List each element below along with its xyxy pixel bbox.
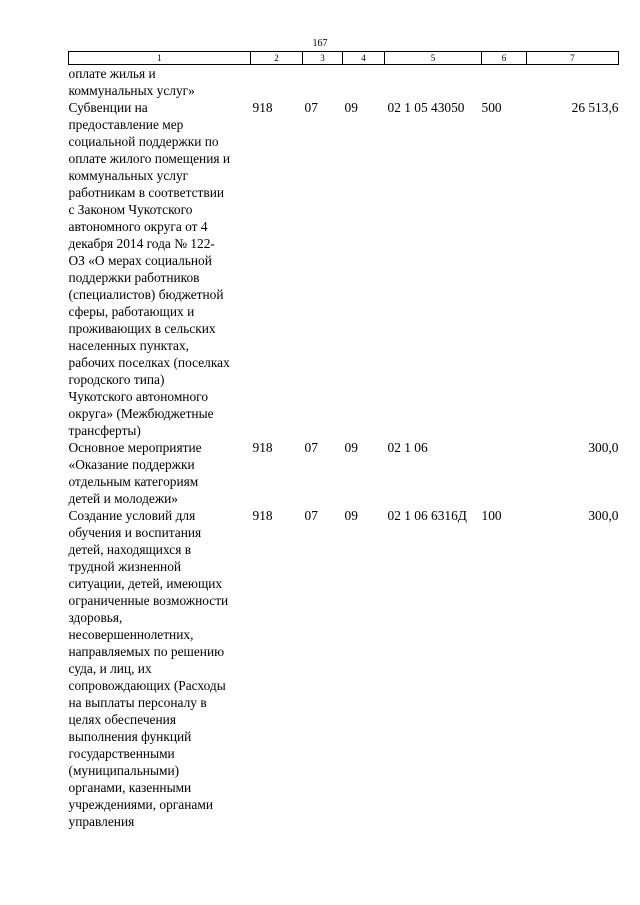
item-name-line: трудной жизненной	[68, 559, 182, 574]
section-cell: 07	[304, 508, 318, 523]
item-name-line: декабря 2014 года № 122-	[68, 236, 215, 251]
table-row	[69, 65, 619, 100]
grbs-cell	[251, 65, 303, 100]
header-row	[69, 52, 619, 65]
item-name-cell	[69, 439, 251, 507]
item-name-line: обучения и воспитания	[68, 525, 202, 540]
target-article-cell: 02 1 06 6316Д	[387, 508, 467, 523]
item-name-line: коммунальных услуг»	[68, 83, 195, 98]
item-name-cell	[69, 99, 251, 439]
item-name-line: работникам в соответствии	[68, 185, 225, 200]
section-cell: 07	[304, 440, 318, 455]
item-name-line: социальной поддержки по	[68, 134, 219, 149]
amount-cell	[527, 65, 619, 100]
subsection-cell: 09	[344, 440, 358, 455]
item-name-line: органами, казенными	[68, 780, 192, 795]
subsection-cell: 09	[344, 508, 358, 523]
item-name-line: Субвенции на	[68, 100, 148, 115]
target-article-cell: 02 1 06	[387, 440, 428, 455]
item-name-line: (муниципальными)	[68, 763, 180, 778]
item-name-line: целях обеспечения	[68, 712, 176, 727]
item-name-line: Основное мероприятие	[68, 440, 202, 455]
item-name-line: трансферты)	[68, 423, 141, 438]
amount-cell: 300,0	[588, 508, 619, 523]
expense-type-cell	[482, 439, 527, 507]
table-header	[69, 52, 619, 65]
column-header-2: 2	[251, 52, 303, 65]
page-number: 167	[312, 38, 328, 49]
column-header-3: 3	[303, 52, 343, 65]
item-name-line: проживающих в сельских	[68, 321, 216, 336]
column-header-7: 7	[527, 52, 619, 65]
item-name-line: ситуации, детей, имеющих	[68, 576, 223, 591]
target-article-cell	[385, 65, 482, 100]
section-cell: 07	[304, 100, 318, 115]
item-name-line: государственными	[68, 746, 175, 761]
item-name-line: здоровья,	[68, 610, 123, 625]
expense-type-cell: 100	[481, 508, 502, 523]
item-name-cell	[69, 507, 251, 830]
table-row	[69, 439, 619, 507]
section-cell	[303, 65, 343, 100]
item-name-line: на выплаты персоналу в	[68, 695, 207, 710]
item-name-line: населенных пунктах,	[68, 338, 190, 353]
item-name-line: «Оказание поддержки	[68, 457, 195, 472]
item-name-line: поддержки работников	[68, 270, 200, 285]
grbs-cell: 918	[252, 440, 273, 455]
item-name-line: сферы, работающих и	[68, 304, 195, 319]
table-row	[69, 99, 619, 439]
table-body	[69, 65, 619, 831]
budget-table	[68, 51, 619, 830]
item-name-line: Создание условий для	[68, 508, 196, 523]
item-name-line: городского типа)	[68, 372, 165, 387]
column-header-6: 6	[482, 52, 527, 65]
grbs-cell: 918	[252, 100, 273, 115]
column-header-1: 1	[69, 52, 251, 65]
item-name-line: направляемых по решению	[68, 644, 225, 659]
item-name-line: сопровождающих (Расходы	[68, 678, 226, 693]
item-name-line: автономного округа от 4	[68, 219, 208, 234]
subsection-cell	[343, 65, 385, 100]
target-article-cell: 02 1 05 43050	[387, 100, 465, 115]
item-name-line: ОЗ «О мерах социальной	[68, 253, 212, 268]
item-name-line: оплате жилого помещения и	[68, 151, 231, 166]
column-header-5: 5	[385, 52, 482, 65]
expense-type-cell: 500	[481, 100, 502, 115]
item-name-cell	[69, 65, 251, 100]
item-name-line: оплате жилья и	[68, 66, 156, 81]
column-header-4: 4	[343, 52, 385, 65]
amount-cell: 26 513,6	[571, 100, 619, 115]
item-name-line: выполнения функций	[68, 729, 192, 744]
item-name-line: коммунальных услуг	[68, 168, 189, 183]
item-name-line: округа» (Межбюджетные	[68, 406, 214, 421]
item-name-line: учреждениями, органами	[68, 797, 213, 812]
item-name-line: отдельным категориям	[68, 474, 199, 489]
item-name-line: Чукотского автономного	[68, 389, 209, 404]
item-name-line: с Законом Чукотского	[68, 202, 193, 217]
item-name-line: (специалистов) бюджетной	[68, 287, 224, 302]
item-name-line: детей и молодежи»	[68, 491, 178, 506]
item-name-line: рабочих поселках (поселках	[68, 355, 230, 370]
grbs-cell: 918	[252, 508, 273, 523]
item-name-line: предоставление мер	[68, 117, 184, 132]
table-row	[69, 507, 619, 830]
subsection-cell: 09	[344, 100, 358, 115]
item-name-line: суда, и лиц, их	[68, 661, 152, 676]
amount-cell: 300,0	[588, 440, 619, 455]
item-name-line: детей, находящихся в	[68, 542, 192, 557]
item-name-line: управления	[68, 814, 135, 829]
expense-type-cell	[482, 65, 527, 100]
item-name-line: ограниченные возможности	[68, 593, 229, 608]
item-name-line: несовершеннолетних,	[68, 627, 194, 642]
